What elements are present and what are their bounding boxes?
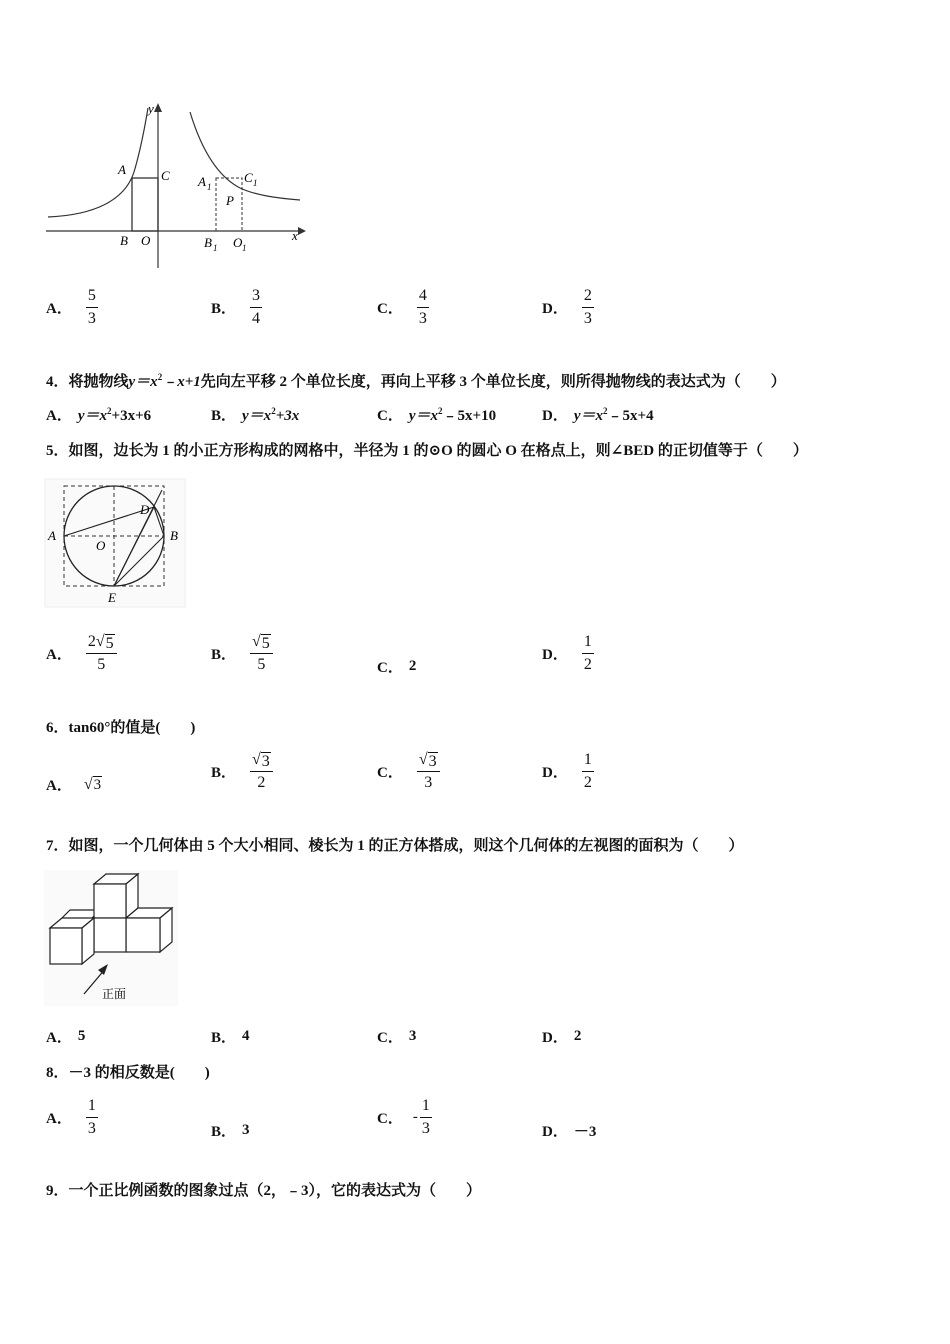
q5-option-c[interactable]: C． 2 bbox=[377, 658, 417, 676]
q3-graph-figure bbox=[40, 100, 310, 272]
q8-option-b[interactable]: B． 3 bbox=[211, 1122, 250, 1140]
q7-option-d[interactable]: D． 2 bbox=[542, 1028, 582, 1046]
q7-option-a[interactable]: A． 5 bbox=[46, 1028, 86, 1046]
q3-option-d[interactable] bbox=[542, 286, 594, 329]
label-o: O bbox=[96, 538, 106, 553]
label-a1-sub: 1 bbox=[207, 182, 212, 192]
q3-option-a[interactable] bbox=[46, 286, 98, 329]
x-axis-label: x bbox=[292, 228, 298, 243]
q7-cubes-figure bbox=[44, 870, 178, 1006]
label-d: D bbox=[140, 502, 150, 517]
q5-option-a[interactable]: A． 2 √ 5 5 bbox=[46, 632, 117, 675]
q4-option-d[interactable]: D． $y=x^2﹣5x+4$ bbox=[542, 406, 654, 424]
y-axis-arrow bbox=[154, 103, 162, 112]
q8-stem: 8．－3 的相反数是( ) bbox=[46, 1065, 210, 1081]
q5-option-d[interactable]: D． $\frac{1}{2}$ bbox=[542, 633, 592, 673]
label-b1-sub: 1 bbox=[213, 243, 218, 253]
q6-option-a[interactable]: A． √ 3 bbox=[46, 775, 102, 794]
fraction: $\frac{5}{3}$ bbox=[87, 287, 96, 327]
label-e: E bbox=[108, 590, 116, 605]
option-letter: B． bbox=[211, 301, 237, 317]
fraction: $\frac{1}{2}$ bbox=[583, 751, 592, 791]
q6-option-b[interactable]: B． √ 3 2 bbox=[211, 750, 273, 793]
q4-option-a[interactable]: A． $y=x^2+3x+6$ bbox=[46, 406, 152, 424]
fraction: 2 √ 5 5 bbox=[86, 632, 117, 675]
q8-option-c[interactable]: C． - $\frac{1}{3}$ bbox=[377, 1097, 430, 1137]
label-a: A bbox=[48, 528, 56, 543]
q6-stem: 6．tan60°的值是( ) bbox=[46, 720, 196, 736]
q9-stem: 9．一个正比例函数的图象过点（2，﹣3），它的表达式为（ ） bbox=[46, 1183, 482, 1199]
q8-option-d[interactable]: D． －3 bbox=[542, 1124, 597, 1140]
q6-option-d[interactable]: D． $\frac{1}{2}$ bbox=[542, 751, 592, 791]
q5-circle-figure bbox=[44, 478, 186, 608]
q3-option-b[interactable] bbox=[211, 286, 262, 329]
front-view-label: 正面 bbox=[102, 987, 127, 1001]
q8-option-a[interactable]: A． $\frac{1}{3}$ bbox=[46, 1097, 96, 1137]
label-b1: B bbox=[204, 235, 212, 250]
x-axis-arrow bbox=[298, 227, 306, 235]
label-o1: O bbox=[233, 235, 243, 250]
label-b: B bbox=[120, 233, 128, 248]
option-letter: D． bbox=[542, 301, 568, 317]
fraction: $\frac{1}{3}$ bbox=[87, 1097, 96, 1137]
q4-stem: 4．将抛物线$y=x^2﹣x+1$先向左平移 2 个单位长度，再向上平移 3 个单位长度，则所得抛物线的表达式为（ ） bbox=[46, 372, 786, 390]
label-p: P bbox=[226, 193, 234, 208]
q5-stem: 5．如图，边长为 1 的小正方形构成的网格中，半径为 1 的⊙O 的圆心 O 在格点上，则∠BED 的正切值等于（ ） bbox=[46, 443, 808, 459]
fraction: $\frac{1}{3}$ bbox=[421, 1097, 430, 1137]
q4-option-c[interactable]: C． $y=x^2﹣5x+10$ bbox=[377, 406, 497, 424]
y-axis-label: y bbox=[148, 101, 154, 116]
q5-option-b[interactable]: B． √ 5 5 bbox=[211, 632, 273, 675]
fraction: $\frac{2}{3}$ bbox=[583, 287, 592, 327]
q7-stem: 7．如图，一个几何体由 5 个大小相同、棱长为 1 的正方体搭成，则这个几何体的左视图的面积为（ ） bbox=[46, 838, 744, 854]
q7-option-c[interactable]: C． 3 bbox=[377, 1028, 417, 1046]
fraction: $\frac{4}{3}$ bbox=[418, 287, 427, 327]
fraction: √ 5 5 bbox=[250, 632, 273, 675]
option-letter: C． bbox=[377, 301, 403, 317]
q6-option-c[interactable]: C． √ 3 3 bbox=[377, 750, 440, 793]
label-c1-sub: 1 bbox=[253, 178, 258, 188]
q3-option-c[interactable] bbox=[377, 286, 429, 329]
label-b: B bbox=[170, 528, 178, 543]
fraction: $\frac{3}{4}$ bbox=[252, 287, 261, 327]
hyperbola-left-branch bbox=[48, 108, 148, 217]
label-a: A bbox=[118, 162, 126, 177]
fraction: $\frac{1}{2}$ bbox=[583, 633, 592, 673]
label-c1: C bbox=[244, 170, 253, 185]
label-o1-sub: 1 bbox=[242, 243, 247, 253]
fraction: √ 3 2 bbox=[250, 750, 273, 793]
label-o: O bbox=[141, 233, 151, 248]
q4-option-b[interactable]: B． $y=x^2+3x$ bbox=[211, 406, 300, 424]
label-c: C bbox=[161, 168, 170, 183]
rectangle-abco bbox=[132, 178, 158, 231]
fraction: √ 3 3 bbox=[417, 750, 440, 793]
option-letter: A． bbox=[46, 301, 72, 317]
label-a1: A bbox=[198, 174, 206, 189]
q7-option-b[interactable]: B． 4 bbox=[211, 1028, 250, 1046]
